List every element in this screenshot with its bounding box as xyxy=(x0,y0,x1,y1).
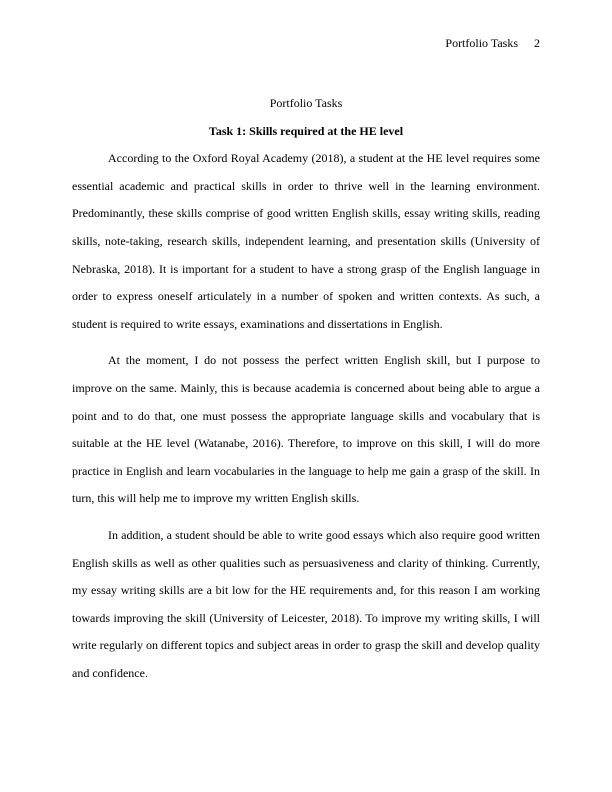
document-body xyxy=(72,90,540,696)
running-head xyxy=(445,36,540,50)
page-number: 2 xyxy=(534,36,540,50)
paragraph-2: At the moment, I do not possess the perfect written English skill, but I purpose to improve on the same. Mainly, this is because academia is concerned about being able to argue a point and to do that, one must possess the appropriate language skills and vocabulary that is suitable at the HE level (Watanabe, 2016). Therefore, to improve on this skill, I will do more practice in English and learn vocabularies in the language to help me gain a grasp of the skill. In turn, this will help me to improve my written English skills. xyxy=(72,353,540,506)
task-heading: Task 1: Skills required at the HE level xyxy=(208,123,404,138)
document-title: Portfolio Tasks xyxy=(269,96,343,110)
running-head-title: Portfolio Tasks xyxy=(445,36,518,50)
paragraph-1: According to the Oxford Royal Academy (2018), a student at the HE level requires some essential academic and practical skills in order to thrive well in the learning environment. Predominantly, these skills comprise of good written English skills, essay writing skills, reading skills, note-taking, research skills, independent learning, and presentation skills (University of Nebraska, 2018). It is important for a student to have a strong grasp of the English language in order to express oneself articulately in a number of spoken and written contexts. As such, a student is required to write essays, examinations and dissertations in English. xyxy=(72,151,540,331)
paragraph-3: In addition, a student should be able to write good essays which also require good written English skills as well as other qualities such as persuasiveness and clarity of thinking. Currently, my essay writing skills are a bit low for the HE requirements and, for this reason I am working towards improving the skill (University of Leicester, 2018). To improve my writing skills, I will write regularly on different topics and subject areas in order to grasp the skill and develop quality and confidence. xyxy=(72,527,540,680)
